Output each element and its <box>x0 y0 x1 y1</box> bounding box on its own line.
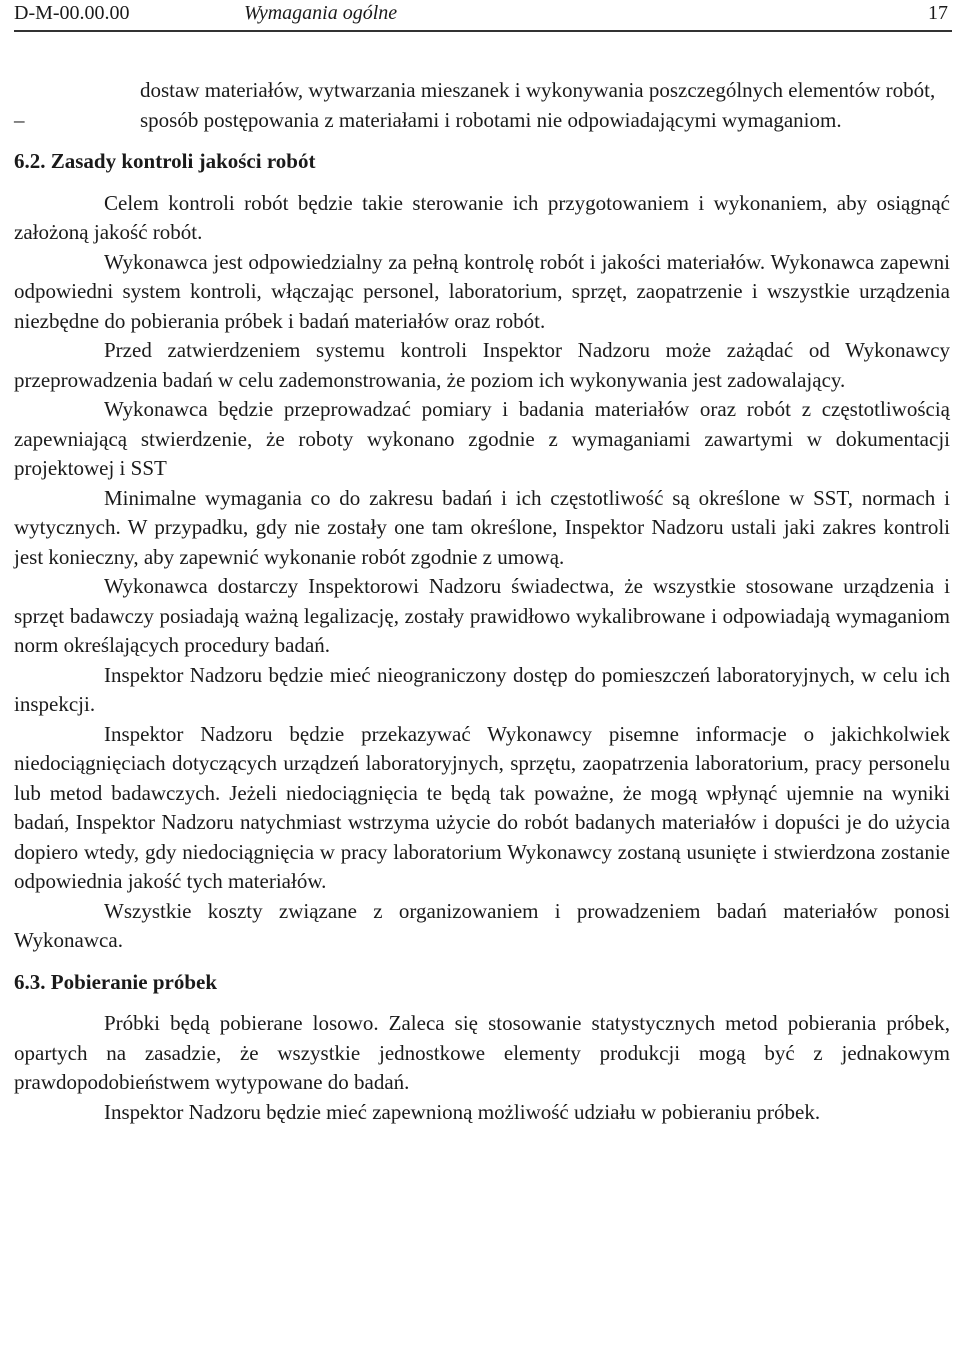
page-header <box>14 0 952 32</box>
requirements-list <box>14 76 950 135</box>
document-title: Wymagania ogólne <box>244 2 398 24</box>
document-code: D-M-00.00.00 <box>14 2 130 24</box>
paragraph: Wykonawca będzie przeprowadzać pomiary i badania materiałów oraz robót z częstotliwością zapewniającą stwierdzenie, że roboty wykonano zgodnie z wymaganiami zawartymi w dokumentacji projektowej i SST <box>14 397 950 480</box>
paragraph: Celem kontroli robót będzie takie sterowanie ich przygotowaniem i wykonaniem, aby osiągnąć założoną jakość robót. <box>14 190 950 244</box>
paragraph: Wykonawca jest odpowiedzialny za pełną kontrolę robót i jakości materiałów. Wykonawca zapewni odpowiedni system kontroli, włączając personel, laboratorium, sprzęt, zaopatrzenie i wszystkie urządzenia niezbędne do pobierania próbek i badań materiałów oraz robót. <box>14 249 950 333</box>
paragraph: Przed zatwierdzeniem systemu kontroli Inspektor Nadzoru może zażądać od Wykonawcy przeprowadzenia badań w celu zademonstrowania, że poziom ich wykonywania jest zadowalający. <box>14 338 950 392</box>
paragraph: Inspektor Nadzoru będzie przekazywać Wykonawcy pisemne informacje o jakichkolwiek niedociągnięciach dotyczących urządzeń laboratoryjnych, sprzętu, zaopatrzenia laboratorium, pracy personelu lub metod badawczych. Jeżeli niedociągnięcia te będą tak poważne, że mogą wpłynąć ujemnie na wyniki badań, Inspektor Nadzoru natychmiast wstrzyma użycie do robót badanych materiałów i dopuści je do użycia dopiero wtedy, gdy niedociągnięcia w pracy laboratorium Wykonawcy zostaną usunięte i stwierdzona zostanie odpowiednia jakość tych materiałów. <box>14 721 950 893</box>
list-item-text: sposób postępowania z materiałami i robotami nie odpowiadającymi wymaganiom. <box>140 107 842 132</box>
list-item: dostaw materiałów, wytwarzania mieszanek i wykonywania poszczególnych elementów robót, <box>140 78 936 102</box>
document-body <box>14 76 950 1127</box>
section-heading-6-3: 6.3. Pobieranie próbek <box>14 969 217 994</box>
section-heading-6-2: 6.2. Zasady kontroli jakości robót <box>14 149 316 173</box>
dash-bullet: – <box>14 107 25 132</box>
paragraph: Inspektor Nadzoru będzie mieć zapewnioną możliwość udziału w pobieraniu próbek. <box>104 1099 821 1124</box>
page-number: 17 <box>928 2 948 24</box>
paragraph: Wszystkie koszty związane z organizowaniem i prowadzeniem badań materiałów ponosi Wykonawca. <box>14 898 950 952</box>
list-item <box>14 106 950 136</box>
paragraph: Inspektor Nadzoru będzie mieć nieograniczony dostęp do pomieszczeń laboratoryjnych, w celu ich inspekcji. <box>14 662 950 716</box>
paragraph: Próbki będą pobierane losowo. Zaleca się stosowanie statystycznych metod pobierania próbek, opartych na zasadzie, że wszystkie jednostkowe elementy produkcji mogą być z jednakowym prawdopodobieństwem wytypowane do badań. <box>14 1011 950 1094</box>
paragraph: Minimalne wymagania co do zakresu badań i ich częstotliwość są określone w SST, normach i wytycznych. W przypadku, gdy nie zostały one tam określone, Inspektor Nadzoru ustali jaki zakres kontroli jest konieczny, aby zapewnić wykonanie robót zgodnie z umową. <box>14 485 950 569</box>
paragraph: Wykonawca dostarczy Inspektorowi Nadzoru świadectwa, że wszystkie stosowane urządzenia i sprzęt badawczy posiadają ważną legalizację, zostały prawidłowo wykalibrowane i odpowiadają wymaganiom norm określających procedury badań. <box>14 574 950 657</box>
